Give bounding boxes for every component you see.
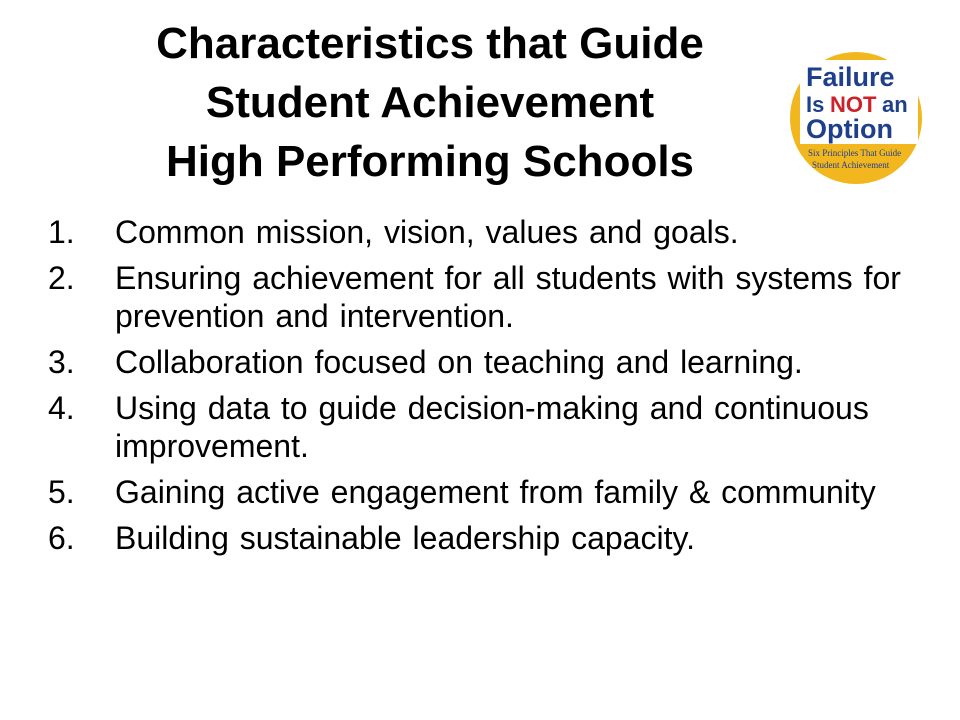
logo-graphic: [786, 50, 926, 186]
item-text: Common mission, vision, values and goals.: [115, 214, 739, 250]
item-number: 6.: [48, 520, 75, 556]
list-item: [48, 473, 928, 511]
item-number: 4.: [48, 390, 75, 426]
title-line-1: Characteristics that Guide: [156, 19, 704, 68]
item-number: 1.: [48, 214, 75, 250]
item-text: Collaboration focused on teaching and learning.: [115, 344, 803, 380]
characteristics-list: [48, 213, 928, 565]
logo-word-is: Is: [806, 92, 825, 117]
list-item: [48, 259, 928, 335]
item-number: 3.: [48, 344, 75, 380]
logo-word-an: an: [882, 92, 908, 117]
list-item: [48, 519, 928, 557]
logo-word-failure: Failure: [806, 62, 895, 92]
title-line-2: Student Achievement: [205, 78, 655, 127]
logo-subtitle-1: Six Principles That Guide: [808, 148, 902, 158]
title-line-3: High Performing Schools: [165, 137, 695, 186]
item-number: 2.: [48, 260, 75, 296]
list-item: [48, 213, 928, 251]
logo-word-option: Option: [806, 114, 893, 144]
failure-is-not-an-option-logo: [786, 50, 926, 186]
logo-subtitle-2: Student Achievement: [812, 160, 890, 170]
item-text: Gaining active engagement from family & community: [115, 474, 876, 510]
item-text: Ensuring achievement for all students with systems for prevention and intervention.: [115, 260, 901, 334]
item-number: 5.: [48, 474, 75, 510]
slide-title: [70, 14, 790, 191]
list-item: [48, 389, 928, 465]
logo-word-not: NOT: [830, 92, 877, 117]
item-text: Building sustainable leadership capacity.: [115, 520, 695, 556]
list-item: [48, 343, 928, 381]
item-text: Using data to guide decision-making and continuous improvement.: [115, 390, 869, 464]
